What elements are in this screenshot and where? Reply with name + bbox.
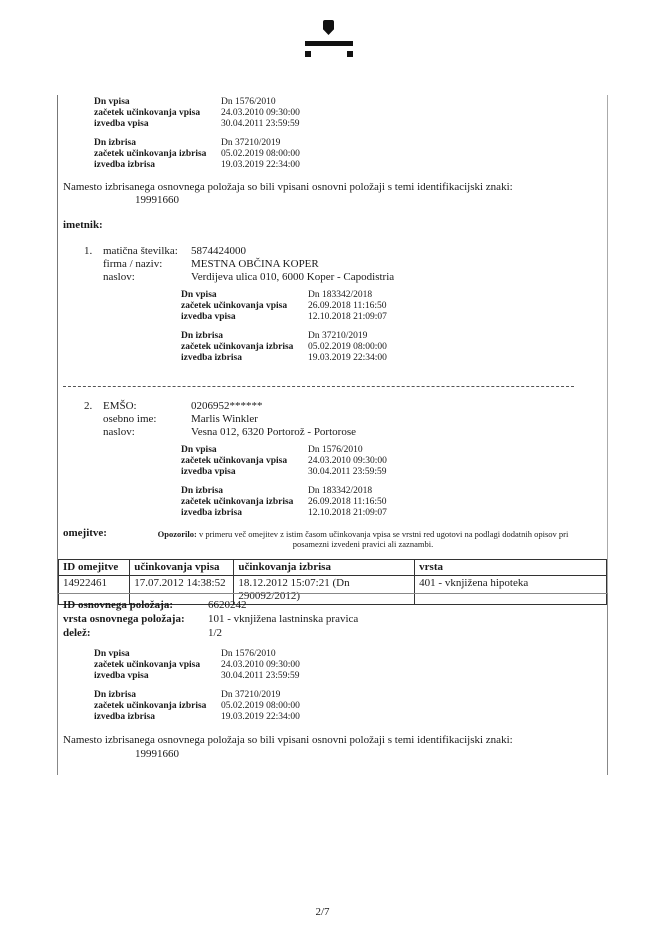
dn-izbrisa-label: Dn izbrisa: [94, 690, 136, 700]
dn-vpisa-label: Dn vpisa: [94, 97, 130, 107]
izvedba-izbrisa-value: 19.03.2019 22:34:00: [221, 712, 300, 722]
owner-number: 1.: [84, 245, 93, 257]
owner-item: [84, 400, 607, 519]
field-label: EMŠO:: [103, 400, 137, 412]
dn-vpis-group: [181, 290, 394, 323]
replacement-note: [63, 181, 607, 207]
zacetek-vpisa-value: 24.03.2010 09:30:00: [221, 108, 300, 118]
field-value: Marlis Winkler: [191, 413, 258, 425]
field-label: osebno ime:: [103, 413, 157, 425]
field-value: 5874424000: [191, 245, 246, 257]
dn-vpisa-label: Dn vpisa: [181, 290, 217, 300]
warning-label: Opozorilo:: [157, 529, 197, 539]
logo-square-left: [305, 51, 311, 57]
table-header-cell: učinkovanja vpisa: [130, 560, 234, 576]
izvedba-vpisa-label: izvedba vpisa: [94, 671, 149, 681]
izvedba-vpisa-label: izvedba vpisa: [181, 312, 236, 322]
izvedba-izbrisa-value: 12.10.2018 21:09:07: [308, 508, 387, 518]
dn-entry-block: [94, 649, 607, 723]
replacement-identifier: 19991660: [135, 194, 179, 206]
zacetek-vpisa-value: 24.03.2010 09:30:00: [308, 456, 387, 466]
table-header-row: [59, 560, 607, 576]
table-cell: 17.07.2012 14:38:52: [130, 576, 234, 605]
dn-izbrisa-label: Dn izbrisa: [181, 331, 223, 341]
zacetek-izbrisa-value: 26.09.2018 11:16:50: [308, 497, 387, 507]
dn-vpisa-value: Dn 1576/2010: [308, 445, 363, 455]
izvedba-vpisa-value: 30.04.2011 23:59:59: [221, 119, 300, 129]
court-logo: [305, 20, 353, 57]
field-label: naslov:: [103, 271, 135, 283]
dn-vpisa-value: Dn 1576/2010: [221, 649, 276, 659]
table-cell: 14922461: [59, 576, 130, 605]
zacetek-vpisa-value: 24.03.2010 09:30:00: [221, 660, 300, 670]
dn-izbris-group: [181, 331, 394, 364]
field-label: vrsta osnovnega položaja:: [63, 613, 185, 625]
dn-izbrisa-label: Dn izbrisa: [94, 138, 136, 148]
field-value: 0206952******: [191, 400, 263, 412]
warning-text: [139, 529, 587, 549]
dn-vpisa-label: Dn vpisa: [181, 445, 217, 455]
deleted-position-section: [57, 95, 608, 605]
replacement-note: [63, 733, 607, 761]
dn-izbrisa-value: Dn 37210/2019: [221, 690, 281, 700]
logo-square-right: [347, 51, 353, 57]
imetnik-heading: imetnik:: [63, 219, 103, 231]
izvedba-vpisa-value: 30.04.2011 23:59:59: [221, 671, 300, 681]
table-cell: 18.12.2012 15:07:21 (Dn 290092/2012): [234, 576, 415, 605]
izvedba-izbrisa-label: izvedba izbrisa: [94, 712, 155, 722]
field-value: MESTNA OBČINA KOPER: [191, 258, 319, 270]
omejitve-heading: omejitve:: [63, 527, 107, 539]
dn-vpis-group: [94, 649, 607, 682]
table-cell: 401 - vknjižena hipoteka: [415, 576, 607, 605]
field-label: ID osnovnega položaja:: [63, 599, 174, 611]
owner-details: [103, 245, 394, 364]
zacetek-izbrisa-label: začetek učinkovanja izbrisa: [181, 497, 294, 507]
zacetek-vpisa-label: začetek učinkovanja vpisa: [181, 301, 288, 311]
zacetek-izbrisa-value: 05.02.2019 08:00:00: [308, 342, 387, 352]
basic-position-section: [57, 593, 608, 775]
table-header-cell: vrsta: [415, 560, 607, 576]
dn-entry-block: [181, 445, 387, 519]
owner-details: [103, 400, 387, 519]
field-value: Verdijeva ulica 010, 6000 Koper - Capodistria: [191, 271, 395, 283]
replacement-identifier: 19991660: [135, 748, 179, 760]
dn-entry-block: [181, 290, 394, 364]
dn-vpisa-label: Dn vpisa: [94, 649, 130, 659]
zacetek-izbrisa-label: začetek učinkovanja izbrisa: [94, 149, 207, 159]
field-label: naslov:: [103, 426, 135, 438]
izvedba-izbrisa-label: izvedba izbrisa: [181, 508, 242, 518]
dn-izbris-group: [94, 690, 607, 723]
page-number: 2/7: [315, 906, 330, 918]
zacetek-izbrisa-value: 05.02.2019 08:00:00: [221, 149, 300, 159]
field-label: matična številka:: [103, 245, 178, 257]
dn-izbris-group: [94, 138, 607, 171]
warning-body: v primeru več omejitev z istim časom učinkovanja vpisa se vrstni red ugotovi na podlagi dodatnih opisov pri posamezni izvedeni pravici ali zaznambi.: [198, 529, 569, 549]
dn-izbrisa-label: Dn izbrisa: [181, 486, 223, 496]
logo-bar: [305, 41, 353, 46]
zacetek-vpisa-label: začetek učinkovanja vpisa: [94, 660, 201, 670]
field-value: 1/2: [208, 627, 223, 639]
zacetek-vpisa-label: začetek učinkovanja vpisa: [181, 456, 288, 466]
zacetek-vpisa-value: 26.09.2018 11:16:50: [308, 301, 387, 311]
replacement-note-text: Namesto izbrisanega osnovnega položaja so bili vpisani osnovni položaji s temi identifikacijski znaki:: [63, 734, 513, 746]
izvedba-izbrisa-value: 19.03.2019 22:34:00: [221, 160, 300, 170]
field-label: firma / naziv:: [103, 258, 163, 270]
zacetek-vpisa-label: začetek učinkovanja vpisa: [94, 108, 201, 118]
field-value: 101 - vknjižena lastninska pravica: [208, 613, 359, 625]
replacement-note-text: Namesto izbrisanega osnovnega položaja so bili vpisani osnovni položaji s temi identifikacijski znaki:: [63, 181, 513, 193]
dn-vpisa-value: Dn 1576/2010: [221, 97, 276, 107]
dn-izbrisa-value: Dn 37210/2019: [221, 138, 281, 148]
dn-vpisa-value: Dn 183342/2018: [308, 290, 373, 300]
omejitve-section: [58, 527, 607, 549]
dashed-separator: [63, 386, 574, 387]
table-header-cell: ID omejitve: [59, 560, 130, 576]
dn-izbrisa-value: Dn 37210/2019: [308, 331, 368, 341]
owner-item: [84, 245, 607, 364]
field-label: delež:: [63, 627, 91, 639]
izvedba-izbrisa-label: izvedba izbrisa: [94, 160, 155, 170]
izvedba-vpisa-label: izvedba vpisa: [181, 467, 236, 477]
zacetek-izbrisa-value: 05.02.2019 08:00:00: [221, 701, 300, 711]
izvedba-izbrisa-value: 19.03.2019 22:34:00: [308, 353, 387, 363]
zacetek-izbrisa-label: začetek učinkovanja izbrisa: [181, 342, 294, 352]
dn-entry-block: [94, 97, 607, 171]
izvedba-vpisa-label: izvedba vpisa: [94, 119, 149, 129]
dn-vpis-group: [94, 97, 607, 130]
izvedba-vpisa-value: 12.10.2018 21:09:07: [308, 312, 387, 322]
owner-number: 2.: [84, 400, 93, 412]
shield-icon: [323, 20, 334, 35]
field-value: Vesna 012, 6320 Portorož - Portorose: [191, 426, 356, 438]
izvedba-izbrisa-label: izvedba izbrisa: [181, 353, 242, 363]
dn-vpis-group: [181, 445, 387, 478]
izvedba-vpisa-value: 30.04.2011 23:59:59: [308, 467, 387, 477]
dn-izbris-group: [181, 486, 387, 519]
dn-izbrisa-value: Dn 183342/2018: [308, 486, 373, 496]
zacetek-izbrisa-label: začetek učinkovanja izbrisa: [94, 701, 207, 711]
field-value: 6620242: [208, 599, 247, 611]
table-header-cell: učinkovanja izbrisa: [234, 560, 415, 576]
